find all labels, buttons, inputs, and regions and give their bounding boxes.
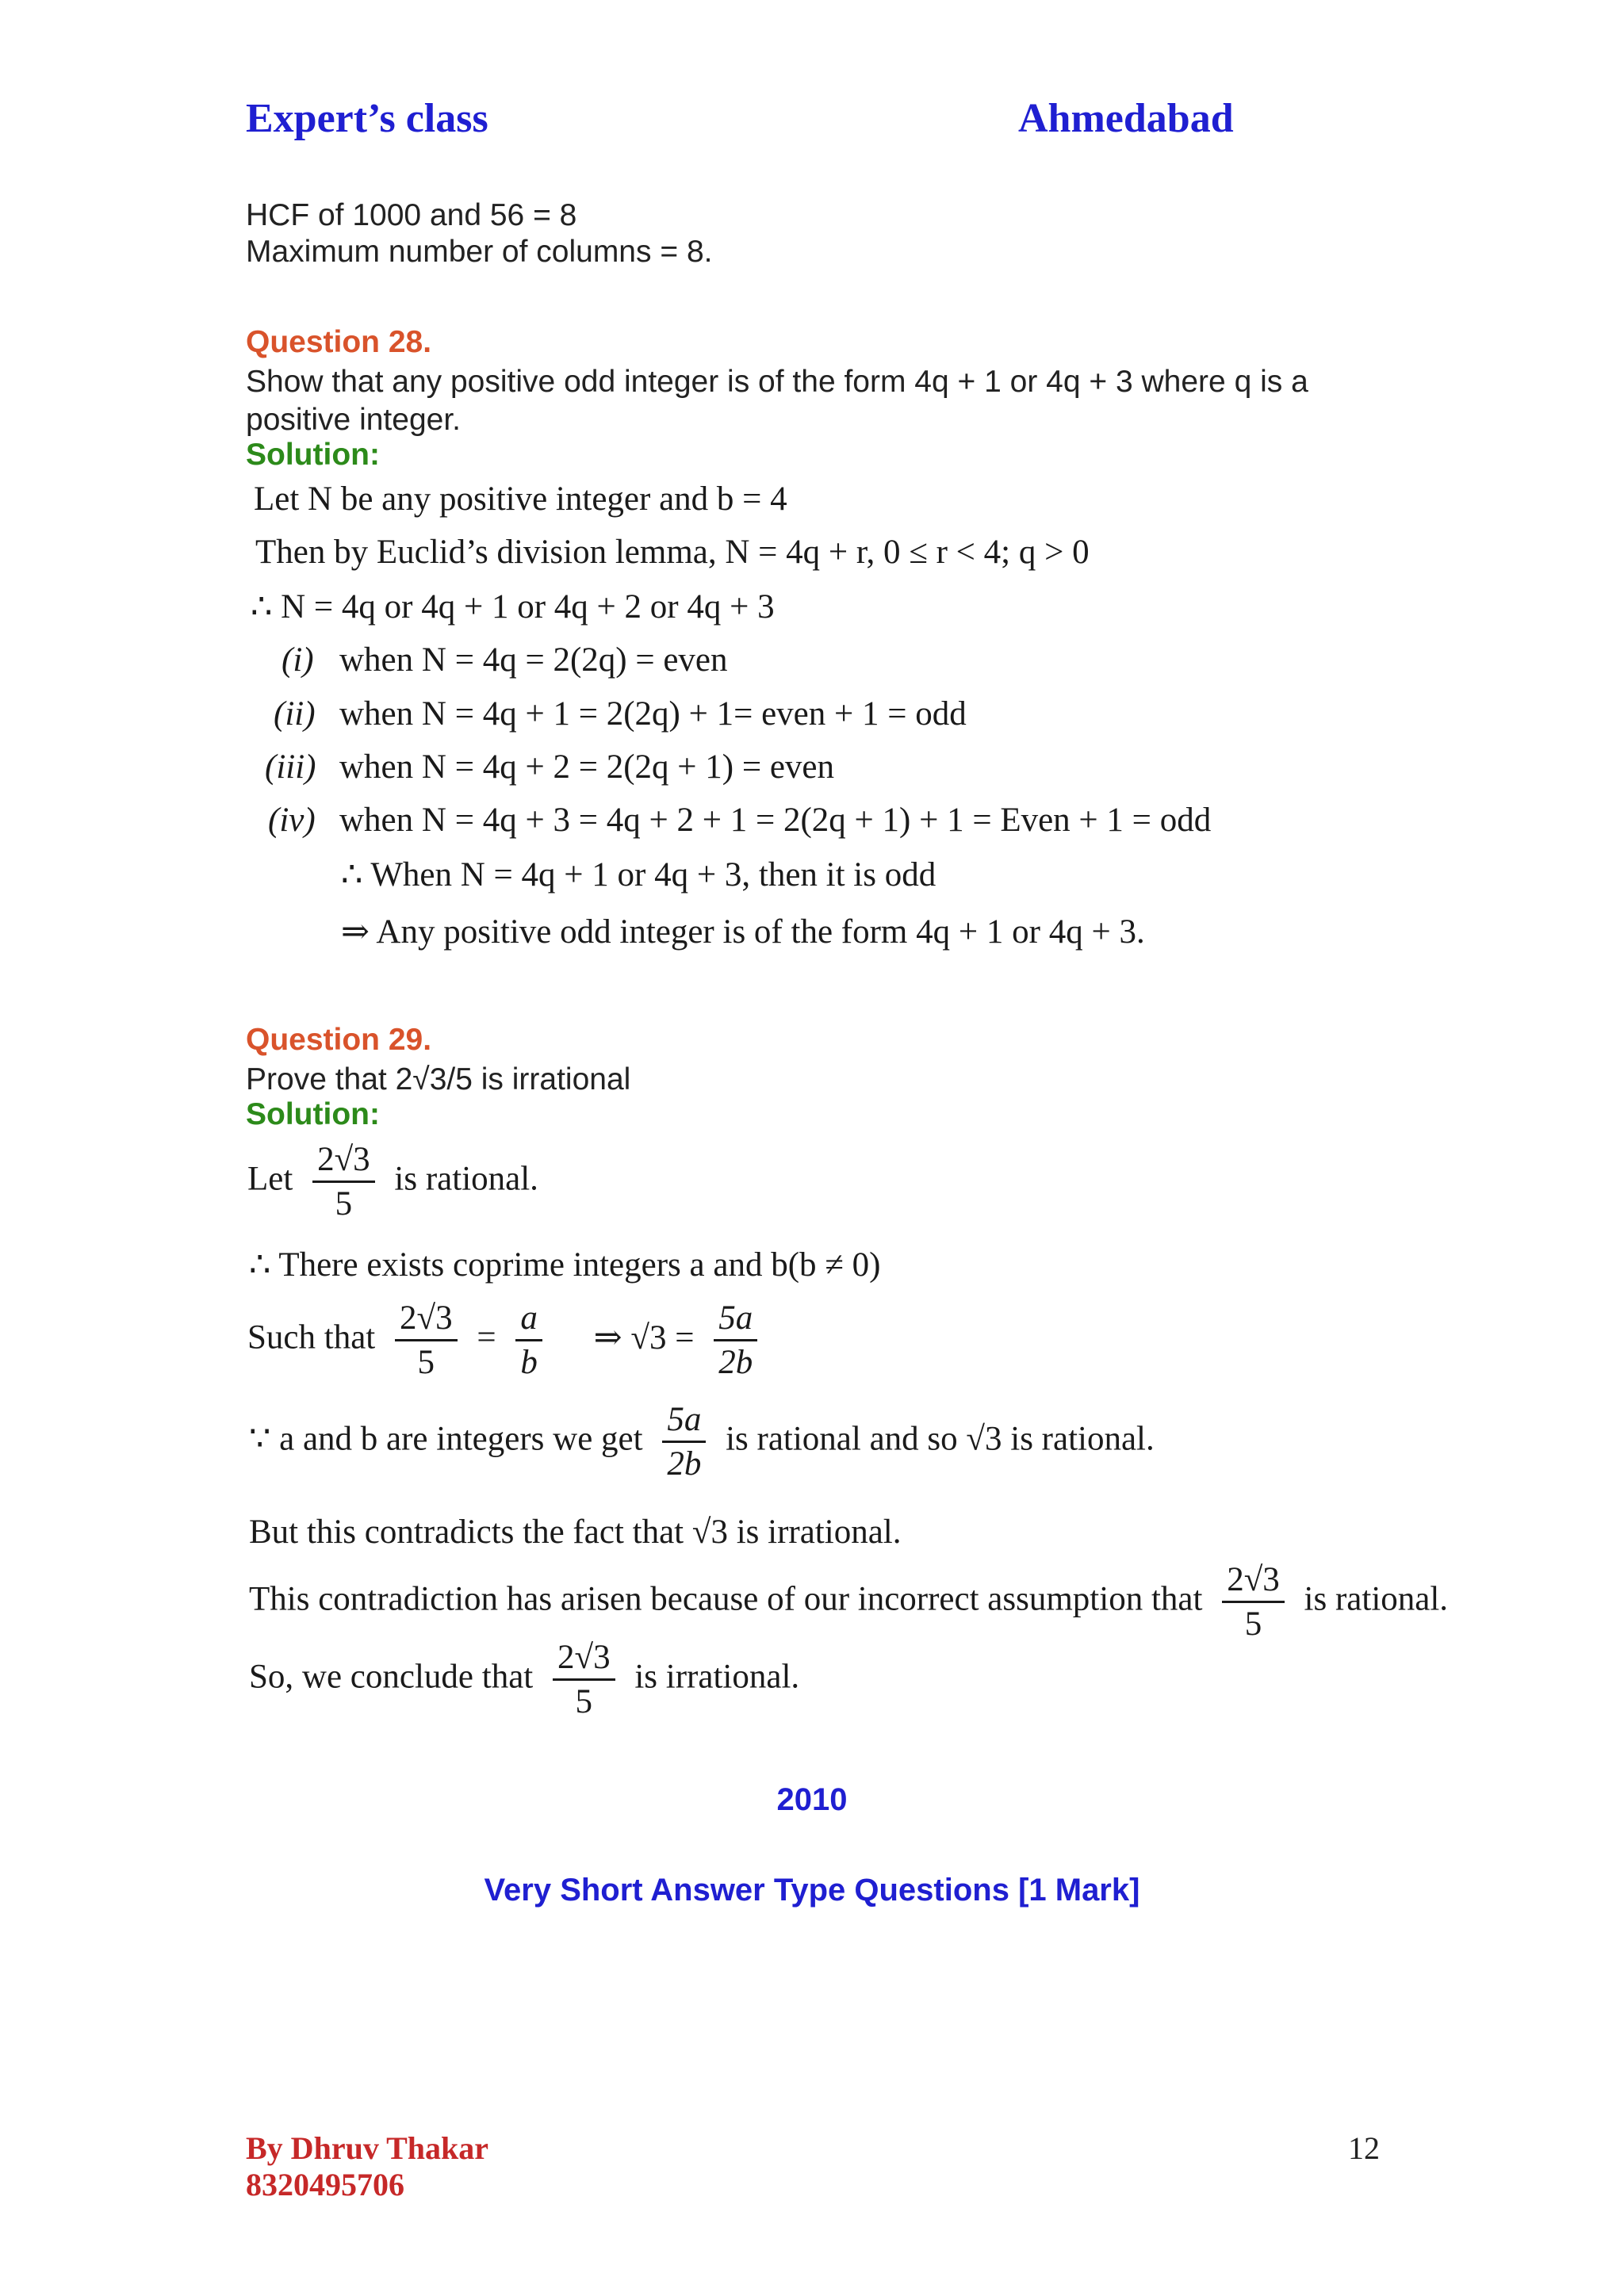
- year-heading: 2010: [776, 1782, 848, 1817]
- question-28-heading: Question 28.: [246, 325, 432, 359]
- implies-root3-equals: ⇒ √3 =: [593, 1318, 695, 1357]
- q28-case-iii-label: (iii): [265, 748, 316, 786]
- q29-step-4-suffix: is rational and so √3 is rational.: [726, 1420, 1155, 1458]
- q28-case-iv-label: (iv): [268, 802, 316, 839]
- q29-step-6-suffix: is rational.: [1304, 1580, 1449, 1618]
- q29-step-4-prefix: ∵ a and b are integers we get: [249, 1420, 643, 1458]
- q28-case-i-label: (i): [282, 641, 314, 679]
- q29-step-1-prefix: Let: [247, 1160, 293, 1198]
- fraction-numerator: 2√3: [395, 1300, 458, 1341]
- q29-step-2: ∴ There exists coprime integers a and b(b ≠ 0): [249, 1246, 881, 1284]
- q29-step-1-suffix: is rational.: [394, 1160, 538, 1198]
- q29-step-1: [247, 1142, 538, 1222]
- fraction-denominator: 5: [417, 1344, 435, 1382]
- question-28-text-line-1: Show that any positive odd integer is of the form 4q + 1 or 4q + 3 where q is a: [246, 365, 1308, 399]
- fraction-numerator: 2√3: [312, 1142, 375, 1183]
- equals-sign: =: [477, 1318, 496, 1357]
- question-29-text: Prove that 2√3/5 is irrational: [246, 1062, 631, 1096]
- fraction-denominator: 5: [1244, 1605, 1262, 1644]
- q29-step-4: [249, 1402, 1155, 1482]
- fraction-denominator: 2b: [718, 1344, 753, 1382]
- header-right-title: Ahmedabad: [1018, 96, 1234, 141]
- q29-step-7-prefix: So, we conclude that: [249, 1658, 534, 1696]
- q28-case-iii-text: when N = 4q + 2 = 2(2q + 1) = even: [339, 748, 835, 786]
- fraction-5a-over-2b: [662, 1402, 706, 1482]
- fraction-2root3-over-5: [312, 1142, 375, 1222]
- question-28-text-line-2: positive integer.: [246, 403, 462, 437]
- fraction-2root3-over-5: [553, 1640, 615, 1720]
- footer-author: By Dhruv Thakar: [246, 2130, 489, 2166]
- question-29-solution-label: Solution:: [246, 1097, 380, 1131]
- prev-answer-line-1: HCF of 1000 and 56 = 8: [246, 198, 577, 232]
- q29-step-3-prefix: Such that: [247, 1318, 376, 1357]
- question-28-solution-label: Solution:: [246, 438, 380, 472]
- q29-step-7: [249, 1640, 799, 1720]
- fraction-numerator: 5a: [714, 1300, 757, 1341]
- q28-case-iv-text: when N = 4q + 3 = 4q + 2 + 1 = 2(2q + 1) + 1 = Even + 1 = odd: [339, 802, 1212, 839]
- q29-step-7-suffix: is irrational.: [634, 1658, 800, 1696]
- fraction-a-over-b: [515, 1300, 542, 1380]
- q28-conclusion-line-2: ⇒ Any positive odd integer is of the form 4q + 1 or 4q + 3.: [341, 913, 1145, 951]
- fraction-numerator: a: [515, 1300, 542, 1341]
- q28-solution-line-3: ∴ N = 4q or 4q + 1 or 4q + 2 or 4q + 3: [251, 588, 775, 626]
- q29-step-6: [249, 1562, 1448, 1642]
- section-title: Very Short Answer Type Questions [1 Mark]: [484, 1873, 1140, 1908]
- q28-conclusion-line-1: ∴ When N = 4q + 1 or 4q + 3, then it is odd: [341, 856, 936, 894]
- header-left-title: Expert’s class: [246, 96, 488, 141]
- fraction-2root3-over-5: [395, 1300, 458, 1380]
- fraction-numerator: 2√3: [553, 1640, 615, 1681]
- q29-step-6-prefix: This contradiction has arisen because of our incorrect assumption that: [249, 1580, 1203, 1618]
- fraction-5a-over-2b: [714, 1300, 757, 1380]
- question-29-heading: Question 29.: [246, 1023, 432, 1057]
- fraction-denominator: b: [520, 1344, 538, 1382]
- fraction-numerator: 5a: [662, 1402, 706, 1443]
- footer-phone: 8320495706: [246, 2167, 404, 2202]
- fraction-2root3-over-5: [1222, 1562, 1285, 1642]
- q29-step-5: But this contradicts the fact that √3 is irrational.: [249, 1513, 902, 1551]
- q28-solution-line-1: Let N be any positive integer and b = 4: [254, 480, 787, 518]
- fraction-denominator: 5: [335, 1185, 353, 1223]
- prev-answer-line-2: Maximum number of columns = 8.: [246, 235, 713, 269]
- q28-case-ii-text: when N = 4q + 1 = 2(2q) + 1= even + 1 = odd: [339, 695, 967, 733]
- q28-solution-line-2: Then by Euclid’s division lemma, N = 4q + r, 0 ≤ r < 4; q > 0: [255, 534, 1090, 571]
- q28-case-ii-label: (ii): [274, 695, 316, 733]
- fraction-numerator: 2√3: [1222, 1562, 1285, 1603]
- fraction-denominator: 5: [575, 1683, 593, 1721]
- page-number: 12: [1348, 2130, 1380, 2166]
- q28-case-i-text: when N = 4q = 2(2q) = even: [339, 641, 728, 679]
- fraction-denominator: 2b: [667, 1445, 702, 1483]
- q29-step-3: [247, 1300, 768, 1380]
